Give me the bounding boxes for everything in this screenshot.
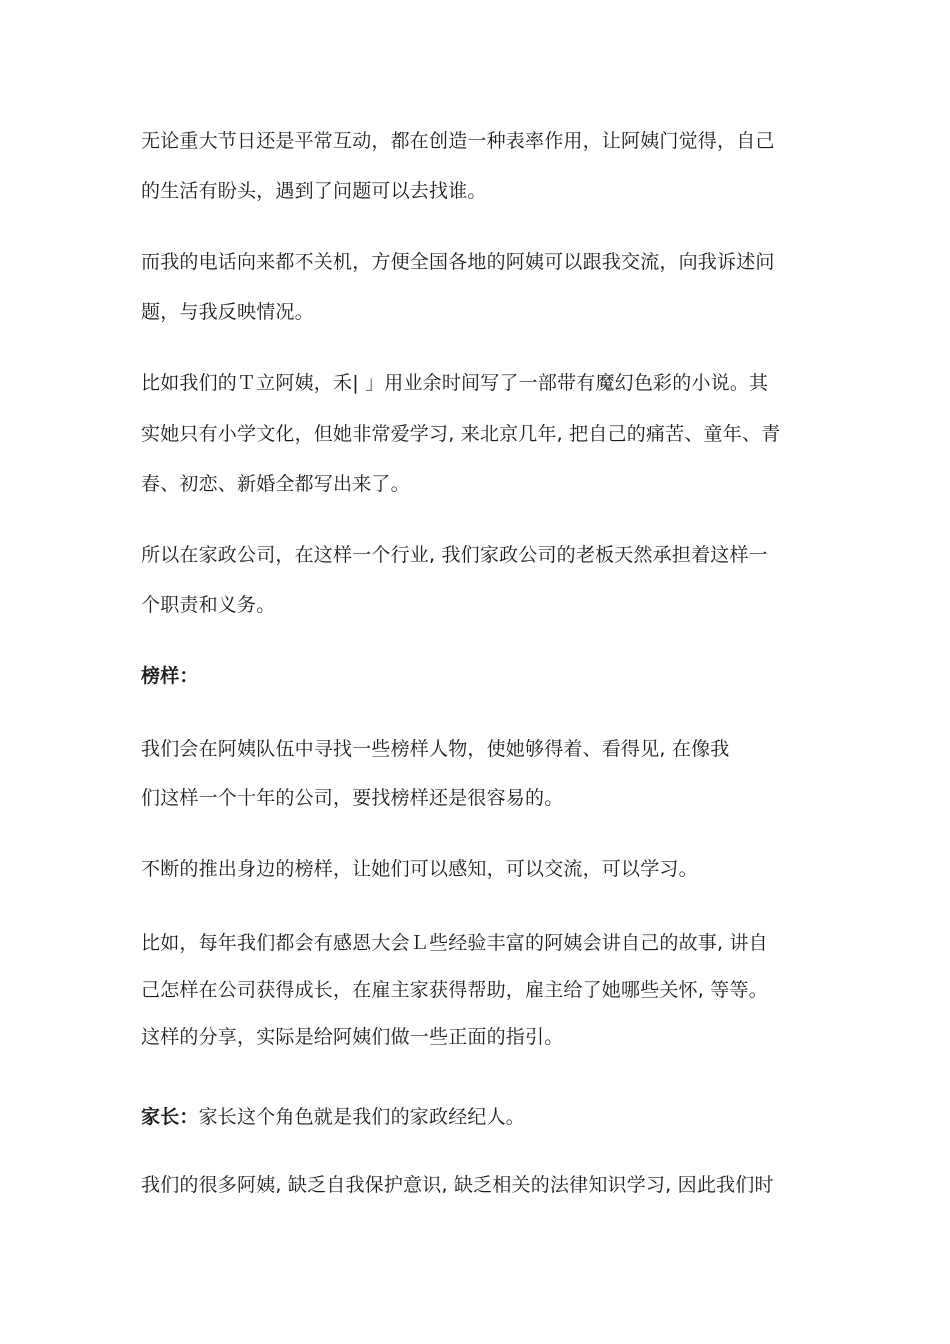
paragraph-6-line-1: 不断的推出身边的榜样，让她们可以感知，可以交流，可以学习。 bbox=[141, 858, 698, 880]
section-heading-role-model: 榜样： bbox=[141, 665, 199, 687]
paragraph-7-line-3: 这样的分享，实际是给阿姨们做一些正面的指引。 bbox=[141, 1026, 564, 1048]
paragraph-7-line-2: 己怎样在公司获得成长，在雇主家获得帮助，雇主给了她哪些关怀, 等等。 bbox=[141, 979, 768, 1001]
paragraph-9-line-1: 我们的很多阿姨, 缺乏自我保护意识, 缺乏相关的法律知识学习, 因此我们时 bbox=[141, 1174, 774, 1196]
paragraph-2-line-2: 题，与我反映情况。 bbox=[141, 301, 314, 323]
paragraph-3-line-3: 春、初恋、新婚全都写出来了。 bbox=[141, 473, 410, 495]
paragraph-8 bbox=[141, 1104, 525, 1130]
paragraph-5-line-1: 我们会在阿姨队伍中寻找一些榜样人物，使她够得着、看得见, 在像我 bbox=[141, 738, 730, 760]
paragraph-1-line-2: 的生活有盼头，遇到了问题可以去找谁。 bbox=[141, 180, 487, 202]
paragraph-3-line-1: 比如我们的Ｔ立阿姨，禾| 」用业余时间写了一部带有魔幻色彩的小说。其 bbox=[141, 372, 769, 394]
paragraph-7-line-1: 比如，每年我们都会有感恩大会Ｌ些经验丰富的阿姨会讲自己的故事, 讲自 bbox=[141, 932, 768, 954]
paragraph-5-line-2: 们这样一个十年的公司，要找榜样还是很容易的。 bbox=[141, 787, 564, 809]
section-label-parent: 家长： bbox=[141, 1106, 199, 1128]
paragraph-1-line-1: 无论重大节日还是平常互动，都在创造一种表率作用，让阿姨门觉得，自己 bbox=[141, 130, 775, 152]
paragraph-4-line-2: 个职责和义务。 bbox=[141, 594, 276, 616]
paragraph-4-line-1: 所以在家政公司，在这样一个行业, 我们家政公司的老板天然承担着这样一 bbox=[141, 544, 768, 566]
paragraph-8-text: 家长这个角色就是我们的家政经纪人。 bbox=[198, 1106, 526, 1128]
paragraph-3-line-2: 实她只有小学文化，但她非常爱学习, 来北京几年, 把自己的痛苦、童年、青 bbox=[141, 423, 781, 445]
paragraph-2-line-1: 而我的电话向来都不关机，方便全国各地的阿姨可以跟我交流，向我诉述问 bbox=[141, 251, 775, 273]
